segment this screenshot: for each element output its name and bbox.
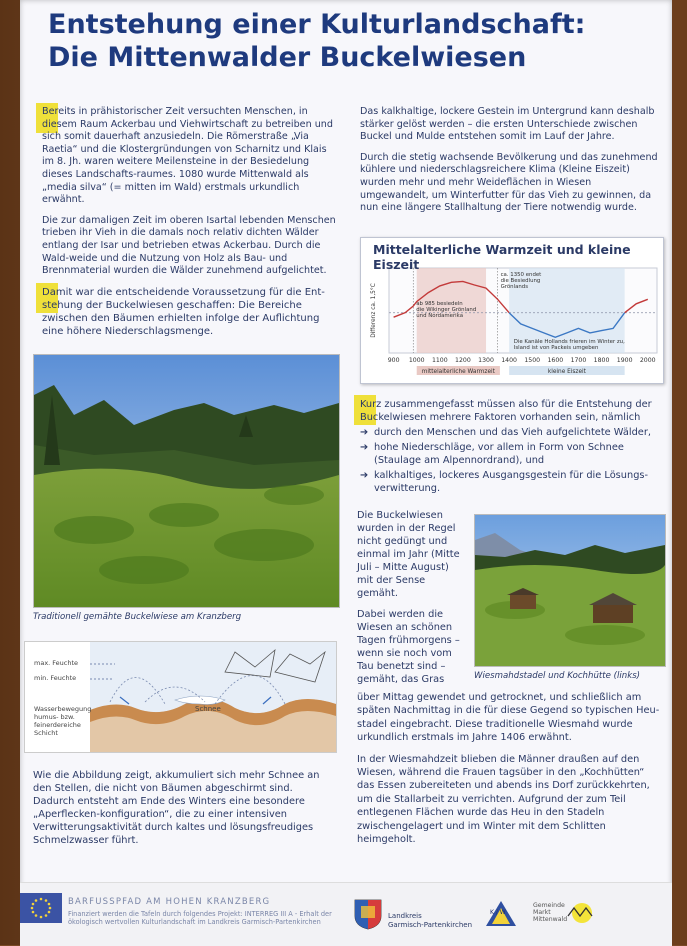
right-paragraph-5a: Dabei werden die Wiesen an schönen Tagen frühmorgens – wenn sie noch vom Tau benetzt sind – gemäht, das Gras (357, 609, 460, 685)
x-tick-label-1500: 1500 (524, 357, 541, 364)
x-tick-label-1700: 1700 (570, 357, 587, 364)
snow-diagram (24, 641, 337, 753)
left-paragraph-3: Damit war die entscheidende Voraussetzung für die Ent-stehung der Buckelwiesen geschaffen: Die Bereiche zwischen den Bäumen erhielten infolge der Auflichtung eine höhere Niederschlagsmenge. (42, 286, 340, 338)
left-photo-caption: Traditionell gemähte Buckelwiese am Kranzberg (33, 612, 242, 622)
arrow-right-icon: ➔ (360, 427, 369, 438)
hay-barn-photo (474, 514, 666, 667)
right-paragraph-5b: über Mittag gewendet und getrocknet, und schließlich am späten Nachmittag in die für diese Gegend so typischen Heu-stadel eingebracht. Diese traditionelle Wiesmahd wurde urkundlich erstmals im Jahre 1406 erwähnt. (357, 692, 660, 744)
logo-gemeinde: Gemeinde Markt Mittenwald (533, 902, 568, 924)
climate-chart (360, 237, 664, 384)
x-tick-label-1400: 1400 (501, 357, 518, 364)
footer-title: BARFUSSPFAD AM HOHEN KRANZBERG (68, 897, 271, 907)
left-paragraph-1: Bereits in prähistorischer Zeit versuchten Menschen, in diesem Raum Ackerbau und Viehwirtschaft zu betreiben und sich somit dauerhaft anzusiedeln. Die Römerstraße „Via Raetia“ und die Klostergründungen von Scharnitz und Klais im 8. Jh. waren weitere Meilensteine in der Besiedelung dieses Landschafts-raumes. 1080 wurde Mittenwald als „media silva“ (= mitten im Wald) erstmals urkundlich erwähnt. (42, 106, 340, 207)
right-paragraph-3: Kurz zusammengefasst müssen also für die Entstehung der Buckelwiesen mehrere Faktoren vorhanden sein, nämlich (360, 398, 660, 424)
annotation-a1: ca. 1350 endet (500, 272, 542, 278)
left-paragraph-4: Wie die Abbildung zeigt, akkumuliert sich mehr Schnee an den Stellen, die nicht von Bäumen abgeschirmt sind. Dadurch entsteht am Ende des Winters eine besondere „Aperflecken-konfiguration“, die zu einer intensiven Verwitterungsaktivität durch kaltes und lösungsfreudiges Schmelzwasser führt. (33, 770, 320, 846)
right-paragraph-4: Die Buckelwiesen wurden in der Regel nicht gedüngt und einmal im Jahr (Mitte Juli – Mitte August) mit der Sense gemäht. (357, 510, 460, 599)
right-paragraph-1: Das kalkhaltige, lockere Gestein im Untergrund kann deshalb stärker gelöst werden – die ersten Unterschiede zwischen Buckel und Mulde entstehen somit im Lauf der Jahre. (360, 106, 655, 143)
x-tick-label-1100: 1100 (431, 357, 448, 364)
diagram-label-max: max. Feuchte (34, 659, 79, 667)
factor-list (360, 426, 660, 495)
title-line-2: Die Mittenwalder Buckelwiesen (48, 42, 527, 73)
annotation-a3: Grönlands (500, 284, 529, 290)
left-paragraph-2: Die zur damaligen Zeit im oberen Isartal lebenden Menschen trieben ihr Vieh in die damals noch relativ dichten Wälder entlang der Isar und betrieben etwas Ackerbau. Durch die Wald-weide und die Nutzung von Holz als Bau- und Brennmaterial wurden die Wälder zunehmend aufgelichtet. (42, 214, 336, 277)
arrow-right-icon: ➔ (360, 442, 369, 453)
right-paragraph-2: Durch die stetig wachsende Bevölkerung und das zunehmend kühlere und niederschlagsreichere Klima (Kleine Eiszeit) wurden mehr und mehr Weideflächen in Wiesen umgewandelt, um Winterfutter für das Vieh zu gewinnen, da nun eine längere Stallhaltung der Tiere notwendig wurde. (360, 151, 658, 214)
list-item: ➔ hohe Niederschläge, vor allem in Form von Schnee (Staulage am Alpennordrand), und (360, 442, 624, 466)
footer-text: Finanziert werden die Tafeln durch folgendes Projekt: INTERREG III A - Erhalt der ökologisch wertvollen Kulturlandschaft im Landkreis Garmisch-Partenkirchen (68, 910, 332, 927)
x-tick-label-1000: 1000 (408, 357, 425, 364)
y-axis-label: Differenz ca. 1,5°C (371, 283, 377, 338)
x-tick-label-1900: 1900 (616, 357, 633, 364)
mittenwald-logo-icon (566, 902, 598, 924)
x-tick-label-900: 900 (387, 357, 400, 364)
annotation-b3: und Nordamerika (416, 313, 464, 319)
annotation-c2: Island ist von Packeis umgeben (513, 345, 599, 351)
x-tick-label-1200: 1200 (455, 357, 471, 364)
cold-period-label: kleine Eiszeit (547, 369, 586, 375)
page-title (48, 8, 658, 74)
right-bottom-text (357, 691, 662, 854)
x-tick-label-1300: 1300 (478, 357, 494, 364)
logo-landkreis: Landkreis Garmisch-Partenkirchen (388, 912, 473, 929)
x-tick-label-1600: 1600 (547, 357, 564, 364)
buckelwiese-photo (33, 354, 340, 608)
list-item: ➔ durch den Menschen und das Vieh aufgelichtete Wälder, (360, 427, 651, 438)
diagram-legend: Wasserbewegung humus- bzw. feinerdereiche Schicht (34, 705, 92, 737)
left-column-top (42, 106, 340, 346)
warm-period-label: mittelalterliche Warmzeit (421, 369, 495, 375)
arrow-right-icon: ➔ (360, 470, 369, 481)
diagram-snow-label: Schnee (195, 705, 221, 713)
right-paragraph-6: In der Wiesmahdzeit blieben die Männer draußen auf den Wiesen, während die Frauen tagsüber in den „Kochhütten“ das Essen zubereiteten und abends ins Dorf zurückkehrten, um die Stallarbeit zu verrichten. Aufgrund der zum Teil entlegenen Flächen wurde das Heu in den Stadeln zwischengelagert und im Winter mit dem Schlitten heimgeholt. (357, 753, 650, 846)
x-tick-label-1800: 1800 (593, 357, 610, 364)
annotation-a2: die Besiedlung (500, 278, 541, 284)
right-photo-caption: Wiesmahdstadel und Kochhütte (links) (474, 671, 641, 681)
kw-logo-text: K / W (490, 909, 506, 916)
annotation-c1: Die Kanäle Hollands frieren im Winter zu, (513, 339, 625, 345)
right-summary (360, 398, 660, 497)
diagram-label-min: min. Feuchte (34, 674, 77, 682)
coat-of-arms-icon (353, 898, 383, 930)
x-tick-label-2000: 2000 (639, 357, 656, 364)
annotation-b2: die Wikinger Grönland (416, 307, 477, 313)
eu-flag-icon (20, 893, 62, 923)
chart-title: Mittelalterliche Warmzeit und kleine Eiszeit (373, 242, 631, 272)
list-item: ➔ kalkhaltiges, lockeres Ausgangsgestein für die Lösungs-verwitterung. (360, 470, 649, 494)
right-column-top (360, 106, 660, 223)
right-narrow-text (357, 509, 467, 686)
title-line-1: Entstehung einer Kulturlandschaft: (48, 9, 586, 40)
annotation-b1: ab 985 besiedeln (416, 301, 463, 307)
